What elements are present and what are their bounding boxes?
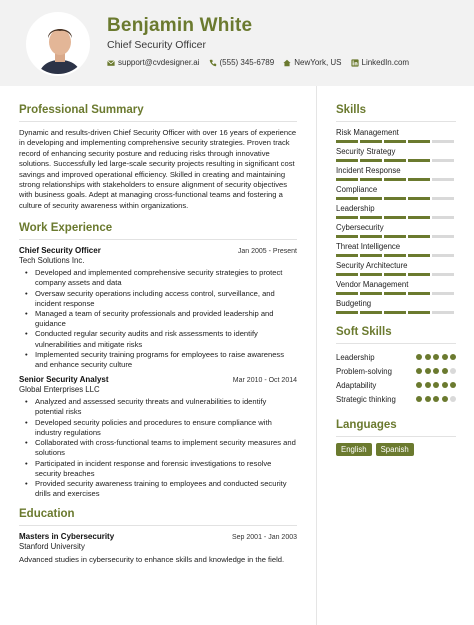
home-icon	[283, 59, 291, 67]
envelope-icon	[107, 59, 115, 67]
skill-level-segment	[432, 311, 454, 314]
work-experience-section	[19, 222, 297, 499]
phone-icon	[209, 59, 217, 67]
job-bullets	[19, 397, 297, 499]
job-bullet: • Managed a team of security professionals and provided leadership and guidance	[19, 309, 297, 329]
skill-level-segment	[360, 273, 382, 276]
soft-skill-name: Problem-solving	[336, 366, 392, 376]
skill-level-segment	[384, 273, 406, 276]
skill-level-segment	[408, 216, 430, 219]
skills-list	[336, 128, 456, 314]
skill-item	[336, 147, 456, 162]
skill-level-segment	[360, 197, 382, 200]
skill-level-segment	[384, 235, 406, 238]
job-bullet: • Developed security policies and procedures to ensure compliance with industry regulations	[19, 418, 297, 438]
languages-section	[336, 419, 456, 456]
job-bullet: • Participated in incident response and forensic investigations to resolve security breaches	[19, 459, 297, 479]
job-bullet: • Oversaw security operations including access control, surveillance, and incident response	[19, 289, 297, 309]
avatar-icon	[28, 14, 90, 76]
rating-dot	[425, 396, 431, 402]
skill-level-segment	[408, 197, 430, 200]
skill-level-segment	[360, 311, 382, 314]
skill-level-segment	[408, 235, 430, 238]
skill-level-segment	[360, 159, 382, 162]
skill-name: Cybersecurity	[336, 223, 384, 232]
soft-skill-item	[336, 392, 456, 406]
job-bullet: • Collaborated with cross-functional teams to implement security measures and solutions	[19, 438, 297, 458]
skill-level-bar	[336, 235, 456, 238]
professional-summary-section	[19, 104, 297, 211]
skill-level-segment	[432, 235, 454, 238]
soft-skill-name: Adaptability	[336, 380, 377, 390]
skill-item	[336, 242, 456, 257]
job-company: Tech Solutions Inc.	[19, 256, 85, 266]
school-name: Stanford University	[19, 542, 85, 552]
soft-skill-item	[336, 364, 456, 378]
rating-dot	[433, 396, 439, 402]
job-date: Jan 2005 - Present	[237, 248, 297, 256]
skill-level-bar	[336, 216, 456, 219]
rating-dot	[450, 382, 456, 388]
candidate-name: Benjamin White	[107, 15, 253, 36]
skill-level-segment	[384, 159, 406, 162]
skill-level-segment	[432, 178, 454, 181]
skill-name: Vendor Management	[336, 280, 409, 289]
job-company: Global Enterprises LLC	[19, 385, 100, 395]
skill-level-bar	[336, 197, 456, 200]
skill-level-segment	[432, 273, 454, 276]
skill-level-segment	[408, 311, 430, 314]
main-column	[19, 104, 297, 566]
skill-name: Leadership	[336, 204, 375, 213]
skill-name: Incident Response	[336, 166, 401, 175]
skill-level-bar	[336, 292, 456, 295]
skill-name: Security Strategy	[336, 147, 396, 156]
skill-level-segment	[336, 254, 358, 257]
rating-dot	[442, 368, 448, 374]
skill-name: Threat Intelligence	[336, 242, 401, 251]
skill-level-segment	[432, 216, 454, 219]
skill-level-segment	[336, 216, 358, 219]
soft-skill-name: Strategic thinking	[336, 394, 396, 404]
education-date: Sep 2001 - Jan 2003	[232, 534, 297, 542]
contact-linkedin[interactable]	[351, 58, 410, 67]
contact-phone[interactable]	[209, 58, 275, 67]
skill-level-segment	[384, 254, 406, 257]
skill-level-segment	[408, 254, 430, 257]
linkedin-icon	[351, 59, 359, 67]
skill-level-bar	[336, 273, 456, 276]
soft-skill-name: Leadership	[336, 352, 375, 362]
skill-level-segment	[336, 140, 358, 143]
skill-level-segment	[336, 159, 358, 162]
skill-level-segment	[384, 140, 406, 143]
skill-level-segment	[360, 235, 382, 238]
skill-level-bar	[336, 140, 456, 143]
soft-skills-list	[336, 350, 456, 406]
contact-phone-text: (555) 345-6789	[219, 58, 275, 67]
skill-level-segment	[432, 197, 454, 200]
job-bullets	[19, 268, 297, 370]
skill-item	[336, 128, 456, 143]
section-heading-education: Education	[19, 508, 297, 526]
skill-name: Budgeting	[336, 299, 372, 308]
skill-level-segment	[408, 140, 430, 143]
skill-level-segment	[384, 292, 406, 295]
skill-name: Security Architecture	[336, 261, 408, 270]
job-entry	[19, 246, 297, 370]
rating-dot	[425, 368, 431, 374]
resume-header	[0, 0, 474, 86]
skill-level-segment	[360, 216, 382, 219]
job-bullet: • Analyzed and assessed security threats and vulnerabilities to identify potential risks	[19, 397, 297, 417]
soft-skill-rating	[416, 396, 456, 402]
section-heading-soft-skills: Soft Skills	[336, 326, 456, 344]
skill-level-segment	[360, 254, 382, 257]
skill-level-segment	[432, 254, 454, 257]
soft-skill-rating	[416, 382, 456, 388]
contact-location	[283, 58, 341, 67]
language-tag: English	[336, 443, 372, 456]
skill-level-segment	[360, 292, 382, 295]
skill-level-segment	[336, 292, 358, 295]
skill-level-segment	[408, 159, 430, 162]
soft-skill-item	[336, 350, 456, 364]
job-entry	[19, 375, 297, 499]
contact-email[interactable]	[107, 58, 200, 67]
rating-dot	[450, 396, 456, 402]
skill-item	[336, 261, 456, 276]
column-divider	[316, 86, 317, 625]
section-heading-summary: Professional Summary	[19, 104, 297, 122]
rating-dot	[425, 354, 431, 360]
contact-linkedin-text: LinkedIn.com	[361, 58, 410, 67]
rating-dot	[442, 382, 448, 388]
skill-level-segment	[336, 197, 358, 200]
skill-item	[336, 185, 456, 200]
skill-level-segment	[384, 216, 406, 219]
skill-item	[336, 166, 456, 181]
skill-item	[336, 204, 456, 219]
skill-item	[336, 299, 456, 314]
sidebar-column	[336, 104, 456, 456]
skill-level-segment	[360, 140, 382, 143]
languages-list	[336, 443, 456, 456]
skill-level-segment	[384, 311, 406, 314]
job-date: Mar 2010 - Oct 2014	[232, 377, 297, 385]
skill-level-segment	[408, 292, 430, 295]
section-heading-experience: Work Experience	[19, 222, 297, 240]
rating-dot	[425, 382, 431, 388]
skill-level-segment	[336, 178, 358, 181]
rating-dot	[433, 368, 439, 374]
skill-level-segment	[360, 178, 382, 181]
section-heading-languages: Languages	[336, 419, 456, 437]
skill-level-bar	[336, 178, 456, 181]
rating-dot	[442, 354, 448, 360]
rating-dot	[416, 382, 422, 388]
soft-skill-rating	[416, 368, 456, 374]
skill-level-segment	[384, 178, 406, 181]
rating-dot	[442, 396, 448, 402]
skill-level-segment	[336, 273, 358, 276]
summary-text: Dynamic and results-driven Chief Security Officer with over 16 years of experience in developing and implementing comprehensive security strategies. Proven track record of enhancing security posture and reducing risks through innovative solutions. Successfully led large-scale security projects resulting in significant cost savings and improved operational efficiency. Skilled in creating and maintaining strong relationships with stakeholders to ensure alignment of security objectives with business goals. Adept at managing cross-functional teams and fostering a culture of security awareness within organizations.	[19, 128, 297, 210]
education-entry	[19, 532, 297, 565]
education-description: Advanced studies in cybersecurity to enhance skills and knowledge in the field.	[19, 555, 285, 565]
soft-skill-rating	[416, 354, 456, 360]
contact-email-text: support@cvdesigner.ai	[118, 58, 200, 67]
job-bullet: • Implemented security training programs for employees to raise awareness and enhance security culture	[19, 350, 297, 370]
skill-level-bar	[336, 159, 456, 162]
education-section	[19, 508, 297, 565]
skill-level-bar	[336, 311, 456, 314]
profile-photo	[26, 12, 90, 76]
rating-dot	[450, 354, 456, 360]
degree-title: Masters in Cybersecurity	[19, 532, 115, 542]
skill-name: Risk Management	[336, 128, 399, 137]
skill-level-segment	[408, 178, 430, 181]
skill-level-segment	[432, 140, 454, 143]
skill-level-bar	[336, 254, 456, 257]
skill-item	[336, 223, 456, 238]
job-title: Senior Security Analyst	[19, 375, 109, 385]
rating-dot	[433, 382, 439, 388]
candidate-title: Chief Security Officer	[107, 39, 207, 51]
language-tag: Spanish	[376, 443, 414, 456]
skill-level-segment	[336, 311, 358, 314]
rating-dot	[416, 396, 422, 402]
skill-level-segment	[408, 273, 430, 276]
job-title: Chief Security Officer	[19, 246, 101, 256]
soft-skill-item	[336, 378, 456, 392]
section-heading-skills: Skills	[336, 104, 456, 122]
contact-info	[107, 58, 409, 67]
job-bullet: • Conducted regular security audits and risk assessments to identify vulnerabilities and mitigate risks	[19, 329, 297, 349]
skill-level-segment	[336, 235, 358, 238]
skill-level-segment	[432, 159, 454, 162]
rating-dot	[416, 354, 422, 360]
skill-item	[336, 280, 456, 295]
rating-dot	[416, 368, 422, 374]
job-bullet: • Provided security awareness training to employees and conducted security drills and exercises	[19, 479, 297, 499]
skill-level-segment	[384, 197, 406, 200]
job-bullet: • Developed and implemented comprehensive security strategies to protect company assets and data	[19, 268, 297, 288]
skill-name: Compliance	[336, 185, 378, 194]
skills-section	[336, 104, 456, 314]
contact-location-text: NewYork, US	[294, 58, 342, 67]
rating-dot	[450, 368, 456, 374]
soft-skills-section	[336, 326, 456, 406]
skill-level-segment	[432, 292, 454, 295]
rating-dot	[433, 354, 439, 360]
